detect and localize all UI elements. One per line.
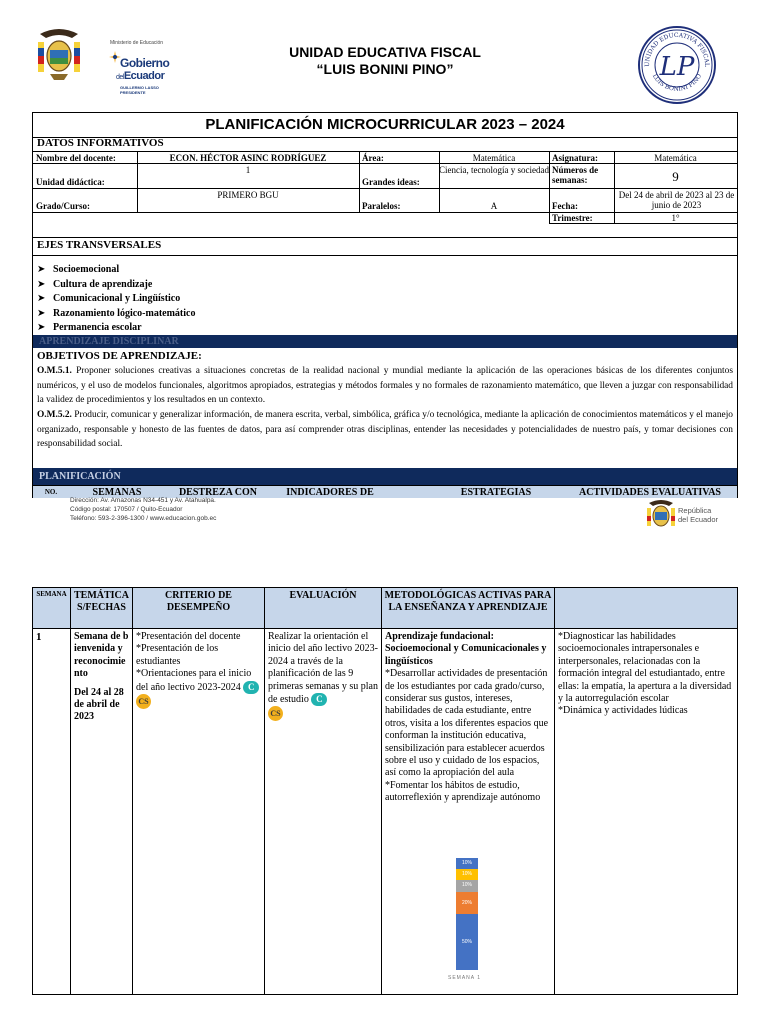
page-header (0, 0, 768, 112)
ecuador-coat-of-arms-icon (646, 498, 676, 532)
aprendizaje-bar: APRENDIZAJE DISCIPLINAR (33, 335, 737, 348)
col-indicadores: INDICADORES DE (286, 487, 374, 498)
label-semanas: Números de semanas: (552, 165, 599, 185)
th-tematica: TEMÁTICA S/FECHAS (71, 588, 132, 628)
gov-line1: Gobierno (120, 56, 170, 70)
value-grado: PRIMERO BGU (217, 190, 279, 200)
label-paralelos: Paralelos: (362, 201, 401, 211)
label-grandes-ideas: Grandes ideas: (362, 177, 420, 187)
stack-segment: 10% (456, 880, 478, 891)
col-no: NO. (44, 488, 58, 496)
label-unidad: Unidad didáctica: (36, 177, 105, 187)
label-trimestre: Trimestre: (552, 213, 593, 223)
label-fecha: Fecha: (552, 201, 578, 211)
th-actividades (555, 588, 737, 628)
republica-text: República del Ecuador (678, 506, 719, 524)
objetivos-title: OBJETIVOS DE APRENDIZAJE: (37, 350, 202, 362)
c-badge-icon: C (311, 693, 327, 706)
value-grandes-ideas: Ciencia, tecnología y sociedad (439, 165, 549, 175)
value-unidad: 1 (245, 165, 251, 175)
row-metodologicas: Aprendizaje fundacional: Socioemocional y Comunicacionales y lingüísticos *Desarrollar actividades de presentación de los estudiantes por cada grado/curso, considerar sus gustos, intereses, habilidades de cada estudiante, entre otros, visita a los diferentes espacios que conforman la institución educativa, sensibilización para establecer acuerdos sobre el uso y cuidado de los espacios, así como la apropiación del aula *Fomentar los hábitos de estudio, autorreflexión y aprendizaje autónomo (385, 631, 549, 804)
objective-1: O.M.5.1. Proponer soluciones creativas a situaciones concretas de la realidad nacional y mundial mediante la aplicación de las operaciones básicas de los diferentes conjuntos numéricos, y el uso de modelos funcionales, algoritmos apropiados, estrategias y métodos formales y no formales de razonamiento matemático, que lleven a juzgar con responsabilidad la validez de procedimientos y los resultados en un contexto. (37, 366, 733, 405)
republica-logo (646, 498, 726, 532)
datos-title: DATOS INFORMATIVOS (37, 137, 164, 149)
plan-title: PLANIFICACIÓN MICROCURRICULAR 2023 – 2024 (205, 116, 565, 133)
row-criterio: *Presentación del docente *Presentación de los estudiantes *Orientaciones para el inicio del año lectivo 2023-2024 C CS (133, 629, 264, 711)
svg-text:LUIS BONINI PINO: LUIS BONINI PINO (650, 72, 704, 93)
ejes-list (37, 263, 195, 336)
row-number: 1 (36, 631, 42, 643)
label-docente: Nombre del docente: (36, 153, 116, 163)
gov-line2: delEcuador (116, 70, 165, 82)
ejes-title: EJES TRANSVERSALES (37, 239, 162, 251)
svg-text:UNIDAD EDUCATIVA FISCAL: UNIDAD EDUCATIVA FISCAL (643, 31, 711, 67)
col-actividades: ACTIVIDADES EVALUATIVAS (579, 487, 721, 498)
objective-2: O.M.5.2. Producir, comunicar y generalizar información, de manera escrita, verbal, simbólica, gráfica y/o tecnológica, mediante la aplicación de conocimientos matemáticos y el manejo organizado, responsable y honesto de las fuentes de datos, para así comprender otras disciplinas, entender las necesidades y potencialidades de nuestro país, y tomar decisiones con responsabilidad social. (37, 410, 733, 449)
planning-table (32, 587, 738, 995)
ministry-footer: Dirección: Av. Amazonas N34-451 y Av. Atahualpa. Código postal: 170507 / Quito-Ecuador Teléfono: 593-2-396-1300 / www.educacion.gob.ec (70, 497, 217, 522)
stack-segment: 10% (456, 869, 478, 880)
value-paralelos: A (490, 201, 498, 211)
th-metodologicas: METODOLÓGICAS ACTIVAS PARA LA ENSEÑANZA Y APRENDIZAJE (382, 588, 554, 628)
row-evaluacion: Realizar la orientación el inicio del año lectivo 2023-2024 a través de la planificación de las 9 primeras semanas y su plan de estudio C CS (265, 629, 381, 723)
eje-item: ➤ Cultura de aprendizaje (37, 278, 195, 293)
school-seal-icon (637, 25, 717, 105)
value-trimestre: 1° (671, 213, 680, 223)
row-tematica: Semana de bienvenida y reconocimiento Del 24 al 28 de abril de 2023 (74, 631, 129, 723)
stack-segment: 50% (456, 914, 478, 970)
row-actividades: *Diagnosticar las habilidades socioemocionales intrapersonales e interpersonales, relacionadas con la formación integral del estudiantado, entre ellas: la empatía, la apertura a la diversidad y la autorregulación escolar *Dinámica y actividades lúdicas (558, 631, 732, 717)
eje-item: ➤ Comunicacional y Lingüístico (37, 292, 195, 307)
stack-segment: 10% (456, 858, 478, 869)
planning-sheet (32, 112, 738, 498)
semana-stacked-bar (456, 858, 478, 970)
stack-segment: 20% (456, 892, 478, 914)
col-semanas: SEMANAS (92, 487, 142, 498)
eje-item: ➤ Socioemocional (37, 263, 195, 278)
planificacion-bar: PLANIFICACIÓN (33, 468, 737, 485)
th-semana: SEMANA (33, 588, 70, 628)
col-destreza: DESTREZA CON (178, 487, 258, 498)
label-area: Área: (362, 153, 384, 163)
value-area: Matemática (472, 153, 516, 163)
value-semanas: 9 (672, 169, 679, 184)
c-badge-icon: C (243, 681, 259, 694)
ministry-label: Ministerio de Educación (110, 40, 164, 46)
ecuador-coat-of-arms-icon (36, 26, 82, 82)
value-docente: ECON. HÉCTOR ASINC RODRÍGUEZ (169, 153, 327, 163)
eje-item: ➤ Razonamiento lógico-matemático (37, 307, 195, 322)
th-criterio: CRITERIO DE DESEMPEÑO (133, 588, 264, 628)
gobierno-ecuador-logo (108, 40, 178, 94)
value-fecha: Del 24 de abril de 2023 al 23 de junio de 2023 (618, 190, 735, 210)
svg-text:LP: LP (659, 52, 695, 82)
label-grado: Grado/Curso: (36, 201, 90, 211)
eje-item: ➤ Permanencia escolar (37, 321, 195, 336)
value-asignatura: Matemática (654, 153, 697, 163)
gov-line3: GUILLERMO LASSO PRESIDENTE (120, 85, 159, 95)
cs-badge-icon: CS (268, 706, 283, 721)
cs-badge-icon: CS (136, 694, 151, 709)
col-estrategias: ESTRATEGIAS (460, 487, 532, 498)
school-name: UNIDAD EDUCATIVA FISCAL “LUIS BONINI PINO” (289, 44, 481, 77)
stack-category-label: SEMANA 1 (448, 975, 482, 981)
th-evaluacion: EVALUACIÓN (265, 588, 381, 628)
label-asignatura: Asignatura: (552, 153, 599, 163)
